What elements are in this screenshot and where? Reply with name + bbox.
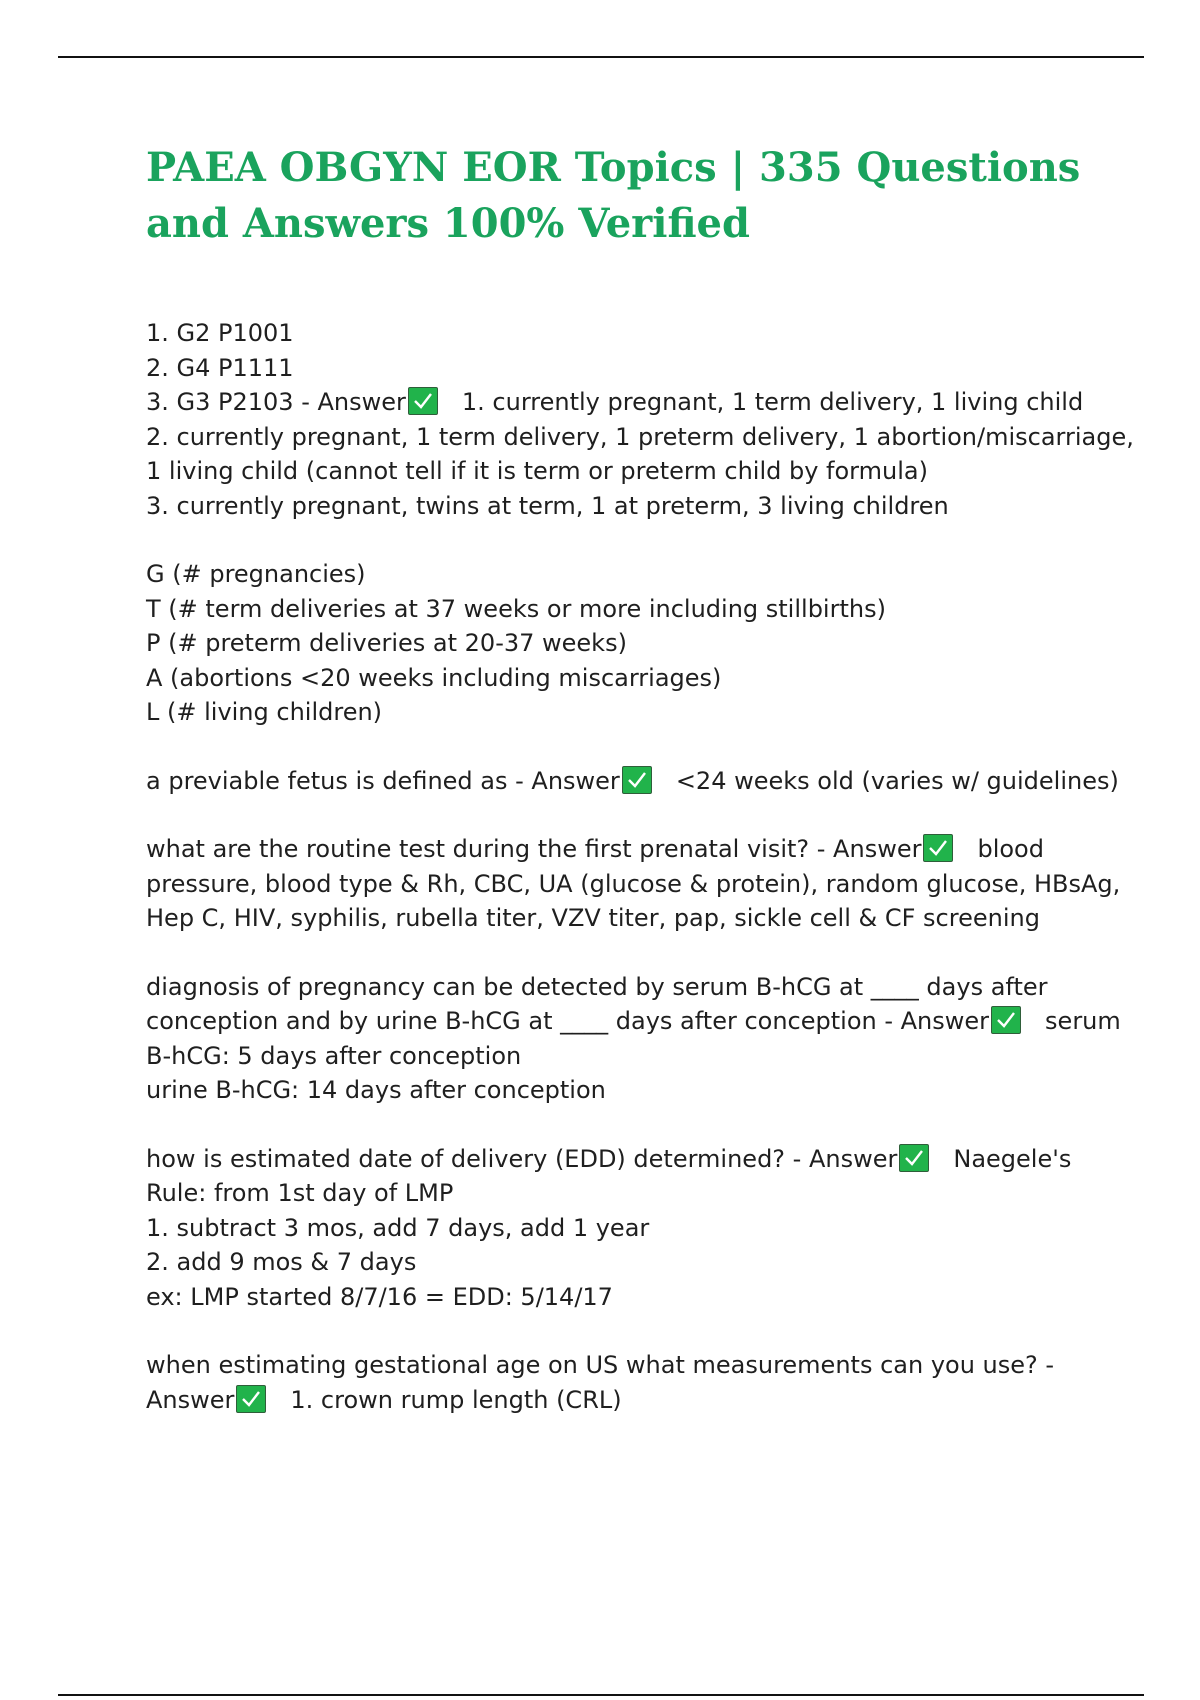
answer-line [146, 764, 1119, 799]
answer-line [146, 385, 1106, 420]
question-text: what are the routine test during the first prenatal visit? - Answer [146, 835, 922, 863]
answer-text: <24 weeks old (varies w/ guidelines) [675, 766, 1119, 795]
text-line: P (# preterm deliveries at 20-37 weeks) [146, 629, 627, 657]
text-line: 2. G4 P1111 [146, 353, 294, 382]
text-line: 1. subtract 3 mos, add 7 days, add 1 year [146, 1213, 650, 1242]
question-text: a previable fetus is defined as - Answer [146, 766, 620, 795]
qa-block-gtpal [146, 316, 1134, 523]
question-text: Answer [146, 1385, 235, 1414]
text-line: L (# living children) [146, 698, 383, 726]
answer-line [146, 1383, 1106, 1418]
footer-rule [58, 1694, 1144, 1696]
checkmark-icon [991, 1006, 1021, 1034]
text-line: 2. add 9 mos & 7 days [146, 1248, 417, 1276]
text-line: Rule: from 1st day of LMP [146, 1179, 454, 1207]
answer-text: 1. currently pregnant, 1 term delivery, 1 living child [461, 388, 1084, 416]
checkmark-icon [408, 387, 438, 415]
text-line: 3. currently pregnant, twins at term, 1 at preterm, 3 living children [146, 491, 949, 520]
gtpal-legend [146, 557, 1106, 730]
checkmark-icon [923, 834, 953, 862]
answer-text: serum [1045, 1007, 1121, 1035]
text-line: Hep C, HIV, syphilis, rubella titer, VZV titer, pap, sickle cell & CF screening [146, 904, 1040, 932]
document-title: PAEA OBGYN EOR Topics | 335 Questions and Answers 100% Verified [146, 144, 1081, 247]
text-line: when estimating gestational age on US what measurements can you use? - [146, 1351, 1055, 1379]
qa-block-gestational-age [146, 1348, 1106, 1417]
qa-block-bhcg [146, 970, 1121, 1108]
text-line: A (abortions <20 weeks including miscarriages) [146, 663, 722, 692]
text-line: urine B-hCG: 14 days after conception [146, 1076, 606, 1104]
question-text: how is estimated date of delivery (EDD) determined? - Answer [146, 1144, 898, 1173]
qa-block-prenatal [146, 832, 1121, 936]
header-rule [58, 56, 1144, 58]
text-line: 2. currently pregnant, 1 term delivery, 1 preterm delivery, 1 abortion/miscarriage, [146, 422, 1134, 451]
answer-text: blood [977, 835, 1044, 863]
checkmark-icon [236, 1385, 266, 1413]
qa-content [146, 316, 1134, 1451]
text-line: B-hCG: 5 days after conception [146, 1041, 522, 1070]
text-line: 1. G2 P1001 [146, 319, 294, 347]
text-line: diagnosis of pregnancy can be detected by serum B-hCG at ____ days after [146, 972, 1048, 1001]
answer-line [146, 1004, 1121, 1039]
text-line: 1 living child (cannot tell if it is term or preterm child by formula) [146, 457, 928, 485]
text-line: ex: LMP started 8/7/16 = EDD: 5/14/17 [146, 1282, 613, 1311]
question-text: 3. G3 P2103 - Answer [146, 388, 406, 416]
checkmark-icon [899, 1144, 929, 1172]
answer-line [146, 1142, 1106, 1177]
question-text: conception and by urine B-hCG at ____ days after conception - Answer [146, 1007, 990, 1035]
answer-line [146, 832, 1106, 867]
text-line: G (# pregnancies) [146, 560, 366, 588]
text-line: T (# term deliveries at 37 weeks or more including stillbirths) [146, 594, 886, 623]
qa-block-previable [146, 764, 1119, 799]
qa-block-edd [146, 1142, 1106, 1315]
checkmark-icon [622, 766, 652, 794]
answer-text: Naegele's [953, 1144, 1072, 1173]
text-line: pressure, blood type & Rh, CBC, UA (glucose & protein), random glucose, HBsAg, [146, 869, 1121, 898]
answer-text: 1. crown rump length (CRL) [290, 1385, 622, 1414]
